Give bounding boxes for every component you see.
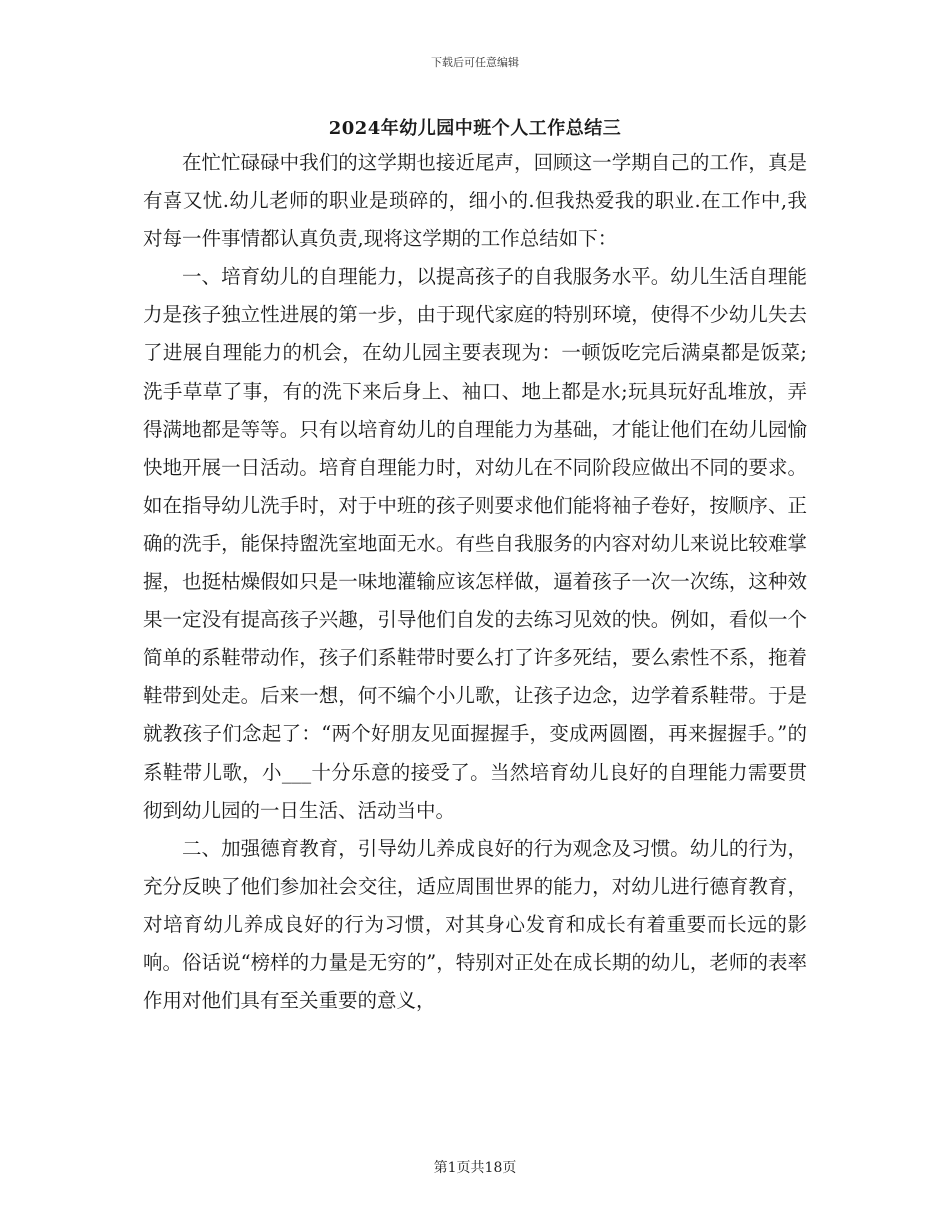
page-number: 第1页共18页 xyxy=(433,1160,517,1176)
header-note: 下载后可任意编辑 xyxy=(431,56,519,69)
document-body xyxy=(143,144,807,1020)
paragraph-self-care: 一、培育幼儿的自理能力，以提高孩子的自我服务水平。幼儿生活自理能力是孩子独立性进展的第一步，由于现代家庭的特别环境，使得不少幼儿失去了进展自理能力的机会，在幼儿园主要表现为：一顿饭吃完后满桌都是饭菜;洗手草草了事，有的洗下来后身上、袖口、地上都是水;玩具玩好乱堆放，弄得满地都是等等。只有以培育幼儿的自理能力为基础，才能让他们在幼儿园愉快地开展一日活动。培育自理能力时，对幼儿在不同阶段应做出不同的要求。如在指导幼儿洗手时，对于中班的孩子则要求他们能将袖子卷好，按顺序、正确的洗手，能保持盥洗室地面无水。有些自我服务的内容对幼儿来说比较难掌握，也挺枯燥假如只是一味地灌输应该怎样做，逼着孩子一次一次练，这种效果一定没有提高孩子兴趣，引导他们自发的去练习见效的快。例如，看似一个简单的系鞋带动作，孩子们系鞋带时要么打了许多死结，要么索性不系，拖着鞋带到处走。后来一想，何不编个小儿歌，让孩子边念，边学着系鞋带。于是就教孩子们念起了：“两个好朋友见面握握手，变成两圆圈，再来握握手。”的系鞋带儿歌，小___十分乐意的接受了。当然培育幼儿良好的自理能力需要贯彻到幼儿园的一日生活、活动当中。 xyxy=(143,265,807,822)
paragraph-moral-education: 二、加强德育教育，引导幼儿养成良好的行为观念及习惯。幼儿的行为，充分反映了他们参加社会交往，适应周围世界的能力，对幼儿进行德育教育，对培育幼儿养成良好的行为习惯，对其身心发育和成长有着重要而长远的影响。俗话说“榜样的力量是无穷的”，特别对正处在成长期的幼儿，老师的表率作用对他们具有至关重要的意义， xyxy=(143,836,807,1013)
document-title: 2024年幼儿园中班个人工作总结三 xyxy=(328,118,622,139)
paragraph-intro: 在忙忙碌碌中我们的这学期也接近尾声，回顾这一学期自己的工作，真是有喜又忧.幼儿老师的职业是琐碎的，细小的.但我热爱我的职业.在工作中,我对每一件事情都认真负责,现将这学期的工作总结如下： xyxy=(143,151,807,251)
